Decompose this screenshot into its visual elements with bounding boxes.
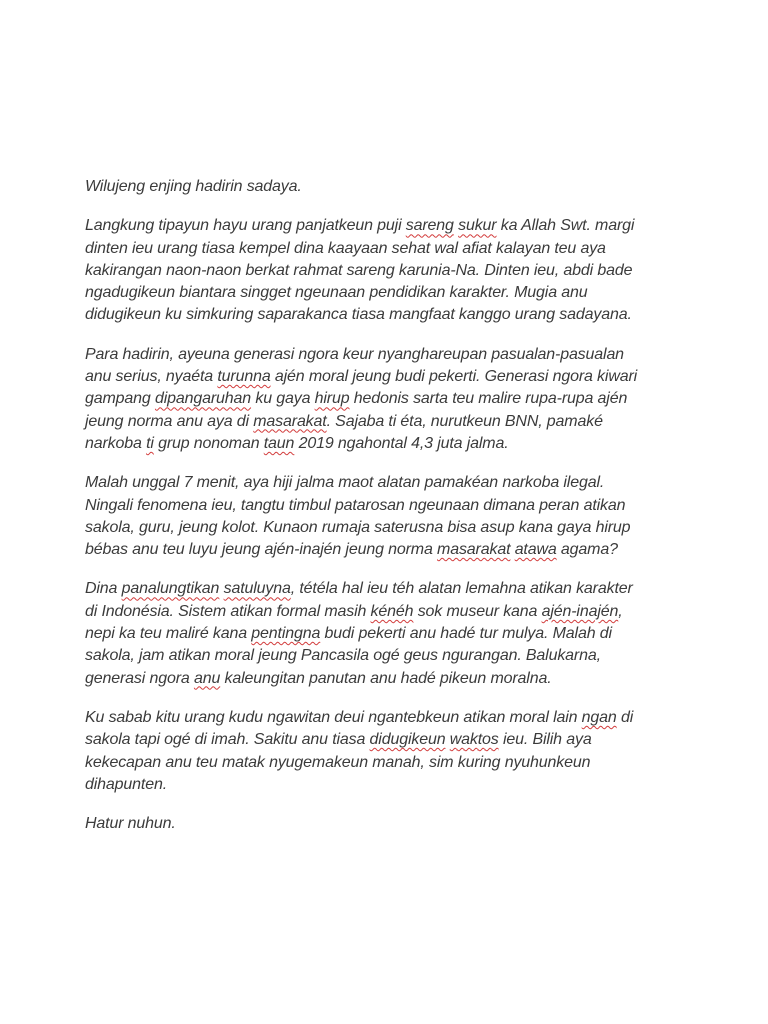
text-run: ku gaya: [251, 390, 315, 408]
text-run: ieu. Bilih aya: [498, 731, 592, 749]
text-line: [85, 176, 690, 198]
text-line: [85, 472, 690, 494]
text-run: Hatur nuhun.: [85, 815, 176, 833]
analysis-paragraph: [85, 578, 690, 689]
spellcheck-flagged-word[interactable]: ngan: [581, 708, 617, 726]
text-line: [85, 238, 690, 260]
text-run: kaleungitan panutan anu hadé pikeun moralna.: [220, 669, 552, 687]
spellcheck-flagged-word[interactable]: masarakat: [437, 541, 511, 559]
text-line: [85, 433, 690, 455]
text-line: [85, 215, 690, 237]
text-run: generasi ngora: [85, 669, 194, 687]
text-run: 2019 ngahontal 4,3 juta jalma.: [294, 434, 509, 452]
text-run: bébas anu teu luyu jeung ajén-inajén jeung norma: [85, 541, 438, 559]
document-body: [85, 176, 690, 852]
spellcheck-flagged-word[interactable]: hirup: [314, 390, 350, 408]
text-line: [85, 774, 690, 796]
spellcheck-flagged-word[interactable]: panalungtikan: [121, 580, 220, 598]
text-run: gampang: [85, 390, 155, 408]
text-run: budi pekerti anu hadé tur mulya. Malah di: [320, 625, 612, 643]
spellcheck-flagged-word[interactable]: atawa: [514, 541, 557, 559]
text-line: [85, 623, 690, 645]
text-line: [85, 729, 690, 751]
spellcheck-flagged-word[interactable]: dipangaruhan: [154, 390, 252, 408]
text-line: [85, 668, 690, 690]
text-run: kakirangan naon-naon berkat rahmat sareng karunia-Na. Dinten ieu, abdi bade: [85, 261, 633, 279]
text-line: [85, 645, 690, 667]
text-run: ,: [618, 602, 623, 620]
text-run: Wilujeng enjing hadirin sadaya.: [85, 178, 302, 195]
text-line: [85, 260, 690, 282]
text-line: [85, 495, 690, 517]
spellcheck-flagged-word[interactable]: didugikeun: [369, 731, 446, 749]
text-line: [85, 601, 690, 623]
text-run: agama?: [556, 541, 618, 559]
text-run: narkoba: [85, 434, 147, 452]
text-run: didugikeun ku simkuring saparakanca tiasa mangfaat kanggo urang sadayana.: [85, 306, 632, 324]
text-run: sakola tapi ogé di imah. Sakitu anu tiasa: [85, 731, 370, 749]
statistics-paragraph: [85, 472, 690, 561]
text-run: , tétéla hal ieu téh alatan lemahna atikan karakter: [290, 580, 633, 598]
spellcheck-flagged-word[interactable]: masarakat: [253, 412, 327, 430]
text-run: sakola, guru, jeung kolot. Kunaon rumaja saterusna bisa asup kana gaya hirup: [85, 518, 631, 536]
text-run: Ku sabab kitu urang kudu ngawitan deui ngantebkeun atikan moral lain: [85, 708, 582, 726]
text-run: hedonis sarta teu malire rupa-rupa ajén: [349, 390, 628, 408]
text-run: di: [616, 708, 634, 726]
text-line: [85, 517, 690, 539]
text-run: ajén moral jeung budi pekerti. Generasi ngora kiwari: [270, 368, 638, 386]
text-run: ka Allah Swt. margi: [496, 217, 635, 235]
text-run: . Sajaba ti éta, nurutkeun BNN, pamaké: [326, 412, 603, 430]
spellcheck-flagged-word[interactable]: turunna: [217, 368, 271, 386]
spellcheck-flagged-word[interactable]: waktos: [449, 731, 499, 749]
text-run: ngadugikeun biantara singget ngeunaan pendidikan karakter. Mugia anu: [85, 284, 588, 302]
text-run: Dina: [85, 580, 122, 598]
closing-paragraph: [85, 813, 690, 835]
text-run: Langkung tipayun hayu urang panjatkeun puji: [85, 217, 406, 235]
spellcheck-flagged-word[interactable]: ti: [146, 434, 154, 452]
text-run: sakola, jam atikan moral jeung Pancasila ogé geus ngurangan. Balukarna,: [85, 647, 601, 665]
spellcheck-flagged-word[interactable]: sareng: [405, 217, 454, 235]
problem-paragraph: [85, 344, 690, 455]
text-line: [85, 304, 690, 326]
text-run: grup nonoman: [153, 434, 264, 452]
spellcheck-flagged-word[interactable]: satuluyna: [223, 580, 291, 598]
spellcheck-flagged-word[interactable]: ajén-inajén: [541, 602, 619, 620]
text-run: dinten ieu urang tiasa kempel dina kaayaan sehat wal afiat kalayan teu aya: [85, 239, 606, 257]
text-line: [85, 539, 690, 561]
text-line: [85, 366, 690, 388]
text-line: [85, 752, 690, 774]
text-line: [85, 344, 690, 366]
greeting-paragraph: [85, 176, 690, 198]
text-line: [85, 578, 690, 600]
text-run: kekecapan anu teu matak nyugemakeun manah, sim kuring nyuhunkeun: [85, 753, 591, 771]
text-run: Para hadirin, ayeuna generasi ngora keur nyanghareupan pasualan-pasualan: [85, 345, 624, 363]
text-line: [85, 707, 690, 729]
opening-paragraph: [85, 215, 690, 326]
text-run: sok museur kana: [413, 602, 542, 620]
spellcheck-flagged-word[interactable]: taun: [263, 434, 295, 452]
text-run: anu serius, nyaéta: [85, 368, 218, 386]
text-run: dihapunten.: [85, 775, 167, 793]
text-line: [85, 388, 690, 410]
text-run: jeung norma anu aya di: [85, 412, 254, 430]
text-run: nepi ka teu maliré kana: [85, 625, 252, 643]
text-line: [85, 411, 690, 433]
text-run: di Indonésia. Sistem atikan formal masih: [85, 602, 371, 620]
text-run: Malah unggal 7 menit, aya hiji jalma maot alatan pamakéan narkoba ilegal.: [85, 474, 605, 492]
spellcheck-flagged-word[interactable]: pentingna: [251, 625, 321, 643]
spellcheck-flagged-word[interactable]: anu: [193, 669, 221, 687]
spellcheck-flagged-word[interactable]: kénéh: [370, 602, 414, 620]
text-line: [85, 282, 690, 304]
conclusion-paragraph: [85, 707, 690, 796]
spellcheck-flagged-word[interactable]: sukur: [458, 217, 497, 235]
text-line: [85, 813, 690, 835]
text-run: Ningali fenomena ieu, tangtu timbul patarosan ngeunaan dimana peran atikan: [85, 496, 626, 514]
